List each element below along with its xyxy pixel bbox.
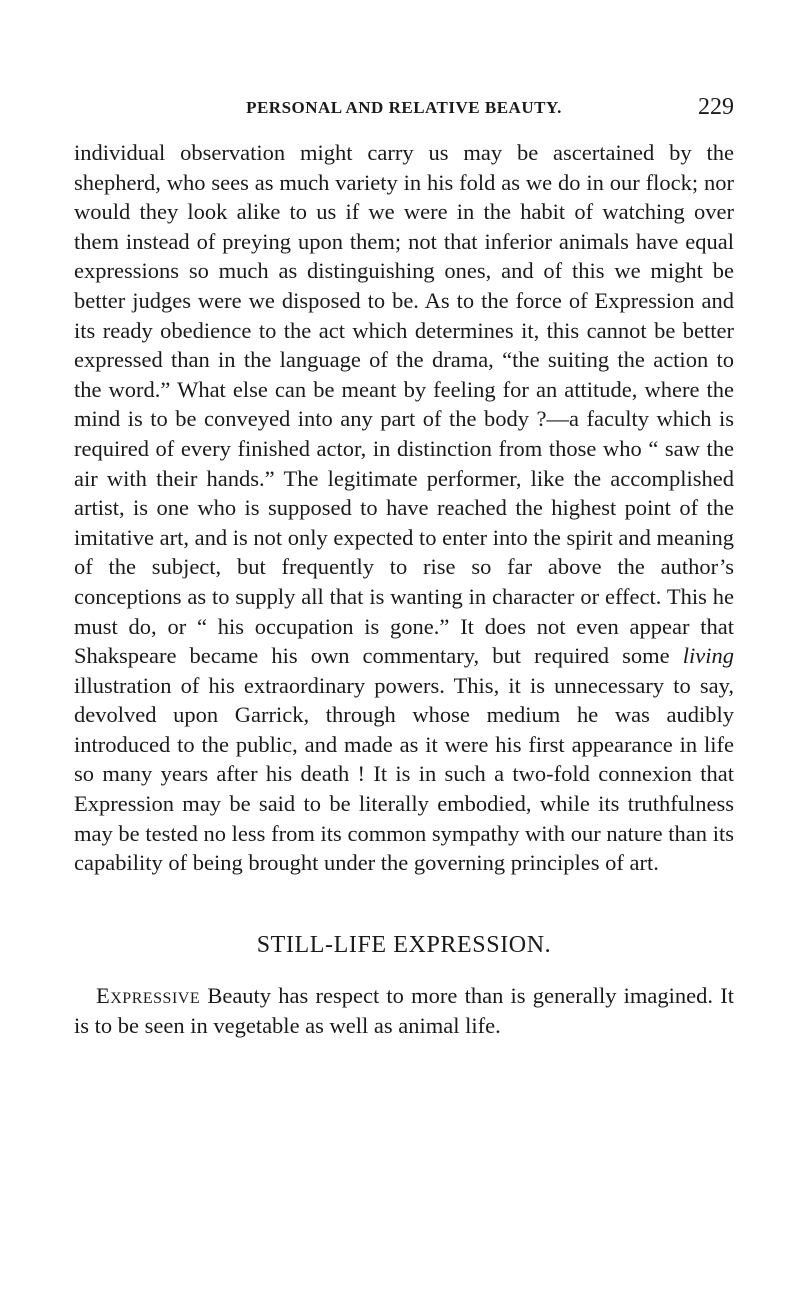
page-number: 229 xyxy=(698,94,734,120)
section-text: Beauty has respect to more than is generally imagined. It is to be seen in vegetable as well as animal life. xyxy=(74,983,734,1038)
emphasis-living: living xyxy=(682,643,734,669)
running-title: PERSONAL AND RELATIVE BEAUTY. xyxy=(246,98,562,117)
running-head xyxy=(74,96,734,126)
body-paragraph xyxy=(74,138,734,878)
body-text-part-1: individual observation might carry us may be ascertained by the shepherd, who sees as much variety in his fold as we do in our flock; nor would they look alike to us if we were in the habit of watching over them instead of preying upon them; not that inferior animals have equal expressions so much as distinguishing ones, and of this we might be better judges were we disposed to be. As to the force of Expression and its ready obedience to the act which determines it, this cannot be better expressed than in the language of the drama, “the suiting the action to the word.” What else can be meant by feeling for an attitude, where the mind is to be conveyed into any part of the body ?—a faculty which is required of every finished actor, in distinction from those who “ saw the air with their hands.” The legitimate performer, like the accomplished artist, is one who is supposed to have reached the highest point of the imitative art, and is not only expected to enter into the spirit and meaning of the subject, but frequently to rise so far above the author’s conceptions as to supply all that is wanting in character or effect. This he must do, or “ his occupation is gone.” It does not even appear that Shakspeare became his own commentary, but required some xyxy=(74,140,734,669)
section-heading: STILL-LIFE EXPRESSION. xyxy=(256,932,552,958)
body-text-part-2: illustration of his extraordinary powers. This, it is unnecessary to say, devolved upon Garrick, through whose medium he was audibly introduced to the public, and made as it were his first appearance in life so many years after his death ! It is in such a two-fold connexion that Expression may be said to be literally embodied, while its truthfulness may be tested no less from its common sympathy with our nature than its capability of being brought under the governing principles of art. xyxy=(74,672,734,876)
section-lead-word: Expressive xyxy=(96,983,201,1008)
section-paragraph xyxy=(74,981,734,1040)
